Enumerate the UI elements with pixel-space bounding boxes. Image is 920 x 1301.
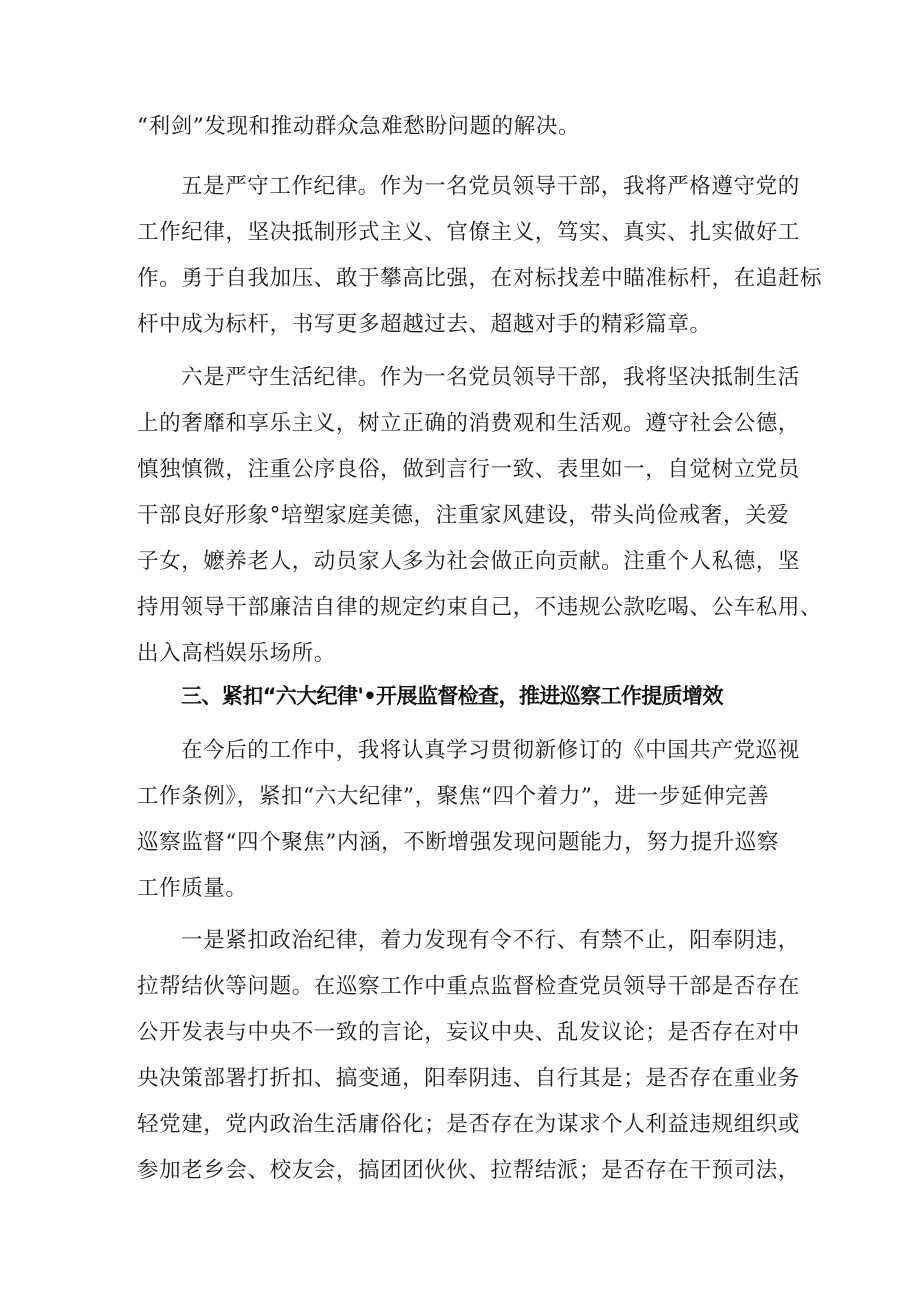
paragraph-line: 工作纪律，坚决抵制形式主义、官僚主义，笃实、真实、扎实做好工 [137,220,801,245]
paragraph-intro [137,728,800,912]
paragraph-line: “利剑”发现和推动群众急难愁盼问题的解决。 [137,114,581,139]
paragraph-line: 一是紧扣政治纪律，着力发现有令不行、有禁不止，阳奉阴违， [181,928,800,953]
paragraph-line: 慎独慎微，注重公序良俗，做到言行一致、表里如一，自觉树立党员 [137,457,801,482]
paragraph-line: 出入高档娱乐场所。 [137,641,336,666]
paragraph-line: 上的奢靡和享乐主义，树立正确的消费观和生活观。遵守社会公德， [137,411,801,436]
paragraph-work-discipline [137,164,823,348]
paragraph-continuation [137,104,797,150]
paragraph-line: 作。勇于自我加压、敢于攀高比强，在对标找差中瞄准标杆，在追赶标 [137,266,823,291]
paragraph-line: 工作质量。 [137,876,248,901]
paragraph-line: 公开发表与中央不一致的言论，妄议中央、乱发议论；是否存在对中 [137,1020,801,1045]
paragraph-line: 央决策部署打折扣、搞变通，阳奉阴违、自行其是；是否存在重业务 [137,1066,801,1091]
paragraph-line: 子女，嬷养老人，动员家人多为社会做正向贡献。注重个人私德，坚 [137,549,801,574]
paragraph-line: 杆中成为标杆，书写更多超越过去、超越对手的精彩篇章。 [137,312,712,337]
paragraph-line: 参加老乡会、校友会，搞团团伙伙、拉帮结派；是否存在干预司法， [137,1158,801,1183]
section-heading: 三、紧扣“六大纪律'•开展监督检查，推进巡察工作提质增效 [181,684,723,708]
paragraph-line: 拉帮结伙等问题。在巡察工作中重点监督检查党员领导干部是否存在 [137,974,801,999]
paragraph-line: 干部良好形象°培塑家庭美德，注重家风建设，带头尚俭戒奢，关爱 [137,503,790,528]
paragraph-line: 巡察监督“四个聚焦”内涵，不断增强发现问题能力，努力提升巡察 [137,830,779,855]
paragraph-life-discipline [137,355,823,677]
paragraph-line: 六是严守生活纪律。作为一名党员领导干部，我将坚决抵制生活 [181,365,800,390]
paragraph-line: 轻党建，党内政治生活庸俗化；是否存在为谋求个人利益违规组织或 [137,1112,801,1137]
paragraph-line: 持用领导干部廉洁自律的规定约束自己，不违规公款吃喝、公车私用、 [137,595,823,620]
paragraph-line: 在今后的工作中，我将认真学习贯彻新修订的《中国共产党巡视 [181,738,800,763]
paragraph-political-discipline [137,918,801,1194]
paragraph-line: 五是严守工作纪律。作为一名党员领导干部，我将严格遵守党的 [181,174,800,199]
paragraph-line: 工作条例》，紧扣“六大纪律”，聚焦“四个着力”，进一步延伸完善 [137,784,770,809]
